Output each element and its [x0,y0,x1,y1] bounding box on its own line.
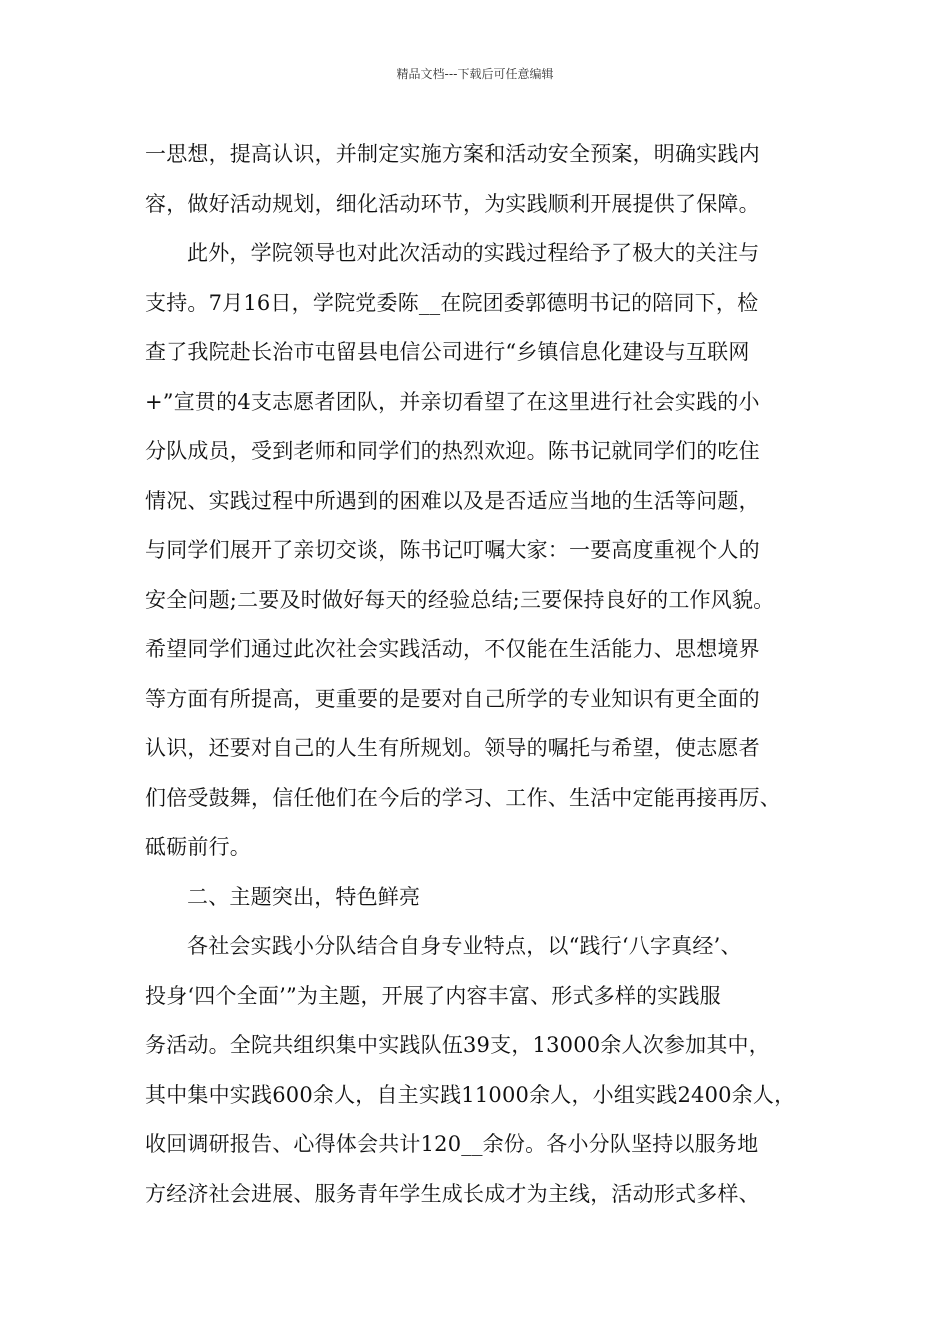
text-line: 砥砺前行。 [145,835,251,859]
text-line: 们倍受鼓舞，信任他们在今后的学习、工作、生活中定能再接再厉、 [145,785,781,810]
text-line: 收回调研报告、心得体会共计120__余份。各小分队坚持以服务地 [145,1132,759,1156]
document-body [145,130,810,1219]
text-line: 查了我院赴长治市屯留县电信公司进行“乡镇信息化建设与互联网 [145,340,750,364]
text-line: 认识，还要对自己的人生有所规划。领导的嘱托与希望，使志愿者 [145,736,760,760]
text-line: 情况、实践过程中所遇到的困难以及是否适应当地的生活等问题， [145,488,760,513]
text-line: 其中集中实践600余人，自主实践11000余人，小组实践2400余人， [145,1082,796,1107]
text-line: 分队成员，受到老师和同学们的热烈欢迎。陈书记就同学们的吃住 [145,439,760,463]
text-line: 投身‘四个全面’”为主题，开展了内容丰富、形式多样的实践服 [145,983,721,1008]
text-line: 希望同学们通过此次社会实践活动，不仅能在生活能力、思想境界 [145,637,760,661]
text-line: 务活动。全院共组织集中实践队伍39支，13000余人次参加其中， [145,1033,770,1057]
text-line: 与同学们展开了亲切交谈，陈书记叮嘱大家：一要高度重视个人的 [145,538,760,562]
text-line: 等方面有所提高，更重要的是要对自己所学的专业知识有更全面的 [145,686,760,711]
section-heading: 二、主题突出，特色鲜亮 [187,884,421,909]
text-line: +”宣贯的4支志愿者团队，并亲切看望了在这里进行社会实践的小 [145,389,760,414]
paragraph-start-line: 各社会实践小分队结合自身专业特点，以“践行‘八字真经’、 [187,934,742,958]
text-line: 支持。7月16日，学院党委陈__在院团委郭德明书记的陪同下，检 [145,290,759,315]
text-line: 安全问题;二要及时做好每天的经验总结;三要保持良好的工作风貌。 [145,587,775,612]
text-line: 方经济社会进展、服务青年学生成长成才为主线，活动形式多样、 [145,1181,760,1206]
text-line: 容，做好活动规划，细化活动环节，为实践顺利开展提供了保障。 [145,191,760,216]
text-line: 一思想，提高认识，并制定实施方案和活动安全预案，明确实践内 [145,142,760,166]
page-header: 精品文档---下载后可任意编辑 [396,67,554,81]
paragraph-start-line: 此外，学院领导也对此次活动的实践过程给予了极大的关注与 [187,241,760,265]
